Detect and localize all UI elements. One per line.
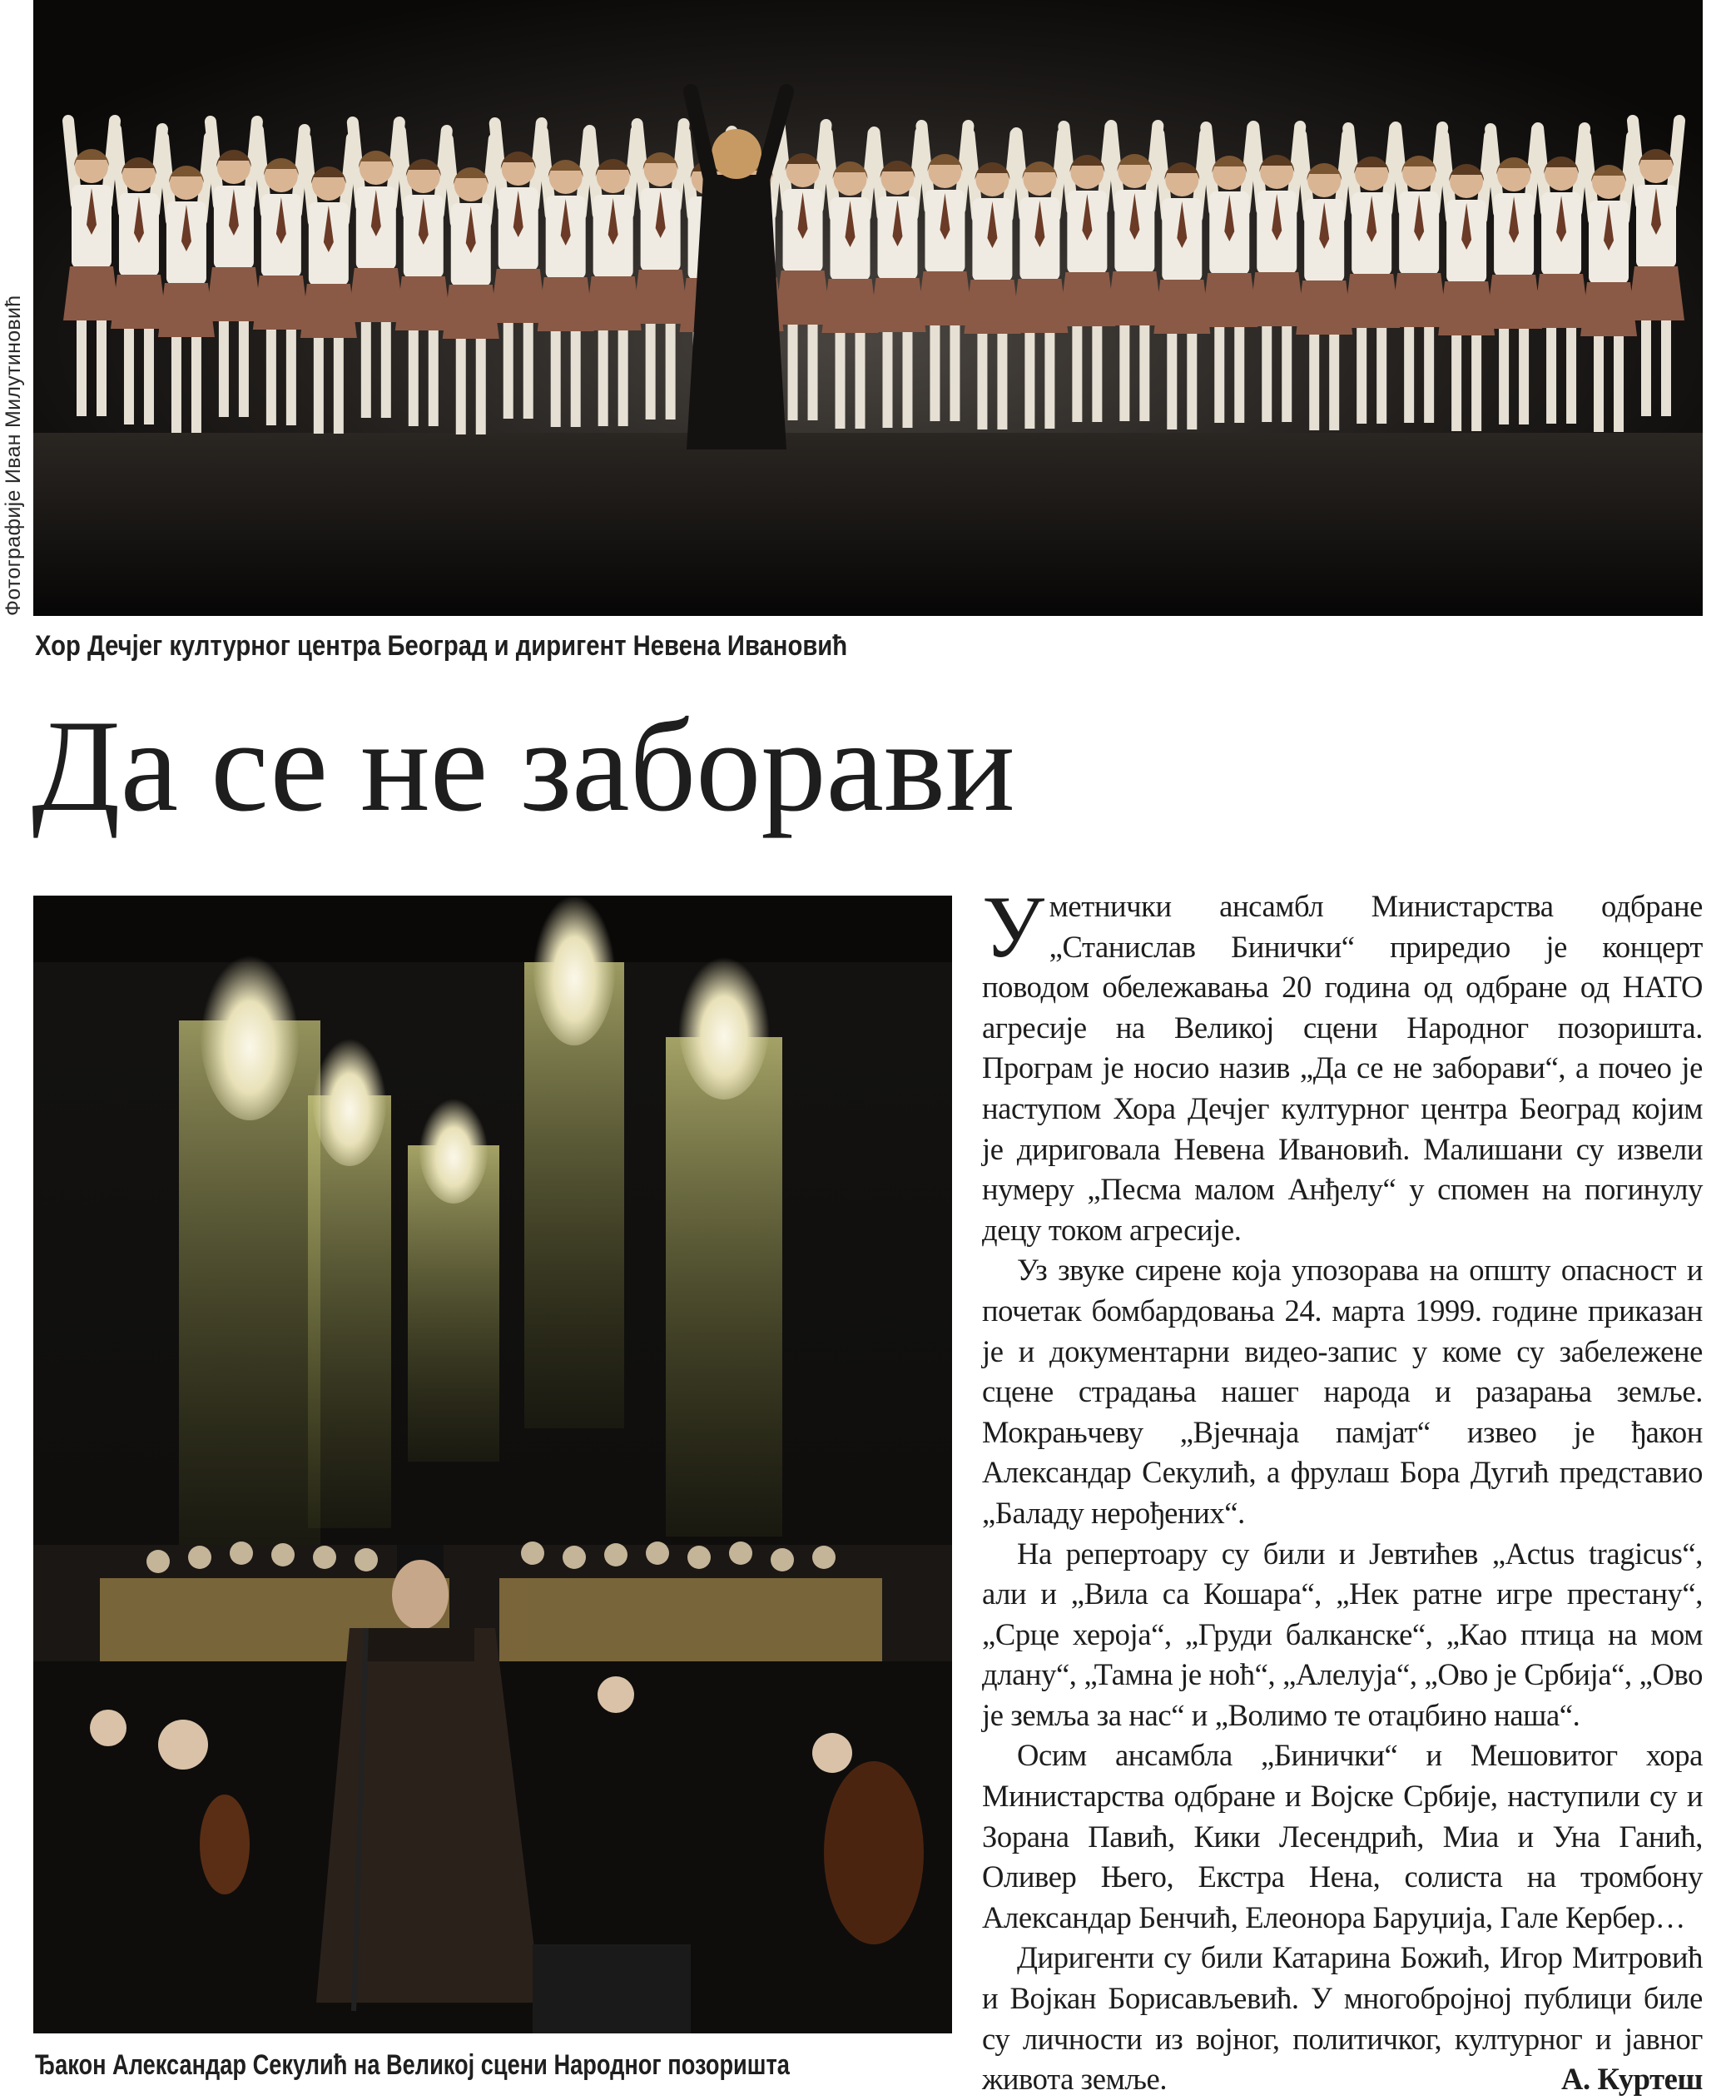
photo-credit — [2, 295, 32, 646]
author-signature: А. Куртеш — [1561, 2062, 1703, 2097]
article-paragraph-1 — [982, 878, 1703, 1250]
headline: Да се не заборави — [32, 693, 1015, 839]
article-paragraph-5 — [982, 1938, 1703, 2099]
article-paragraph-2: Уз звуке сирене која упозорава на општу опасност и почетак бомбардовања 24. марта 1999. године приказан је и документарни видео-запис у коме су забележене сцене страдања нашег народа и разарања земље. Мокрањчеву „Вјечнаја памјат“ извео је ђакон Александар Секулић, а фрулаш Бора Дугић представио „Баладу нерођених“. — [982, 1253, 1703, 1530]
choir-photo-caption: Хор Дечјег културног центра Београд и диригент Невена Ивановић — [35, 630, 848, 662]
article-paragraph-1-text: метнички ансамбл Министарства одбране „Станислав Бинички“ приредио је концерт поводом обележавања 20 година од одбране од НАТО агресије на Великој сцени Народног позоришта. Програм је носио назив „Да се не заборави“, а почео је наступом Хора Дечјег културног центра Београд којим је дириговала Невена Ивановић. Малишани су извели нумеру „Песма малом Анђелу“ у спомен на погинулу децу током агресије. — [982, 889, 1703, 1247]
deacon-photo-illustration — [33, 896, 952, 2033]
drop-cap: У — [982, 878, 1044, 976]
article-paragraph-5-text: Диригенти су били Катарина Божић, Игор Митровић и Војкан Борисављевић. У многобројној публици биле су личности из војног, политичког, културног и јавног живота земље. — [982, 1940, 1703, 2097]
choir-photo — [33, 0, 1703, 616]
photo-credit-text: Фотографије Иван Милутиновић — [2, 295, 25, 616]
deacon-photo — [33, 896, 952, 2033]
article-paragraph-4: Осим ансамбла „Бинички“ и Мешовитог хора Министарства одбране и Војске Србије, наступили су и Зорана Павић, Кики Лесендрић, Миа и Уна Ганић, Оливер Њего, Екстра Нена, солиста на тромбону Александар Бенчић, Елеонора Баруџија, Гале Кербер… — [982, 1738, 1703, 1934]
conductor-figure — [687, 92, 786, 449]
deacon-photo-caption: Ђакон Александар Секулић на Великој сцени Народног позоришта — [35, 2049, 790, 2081]
article-paragraph-3: На репертоару су били и Јевтићев „Actus tragicus“, али и „Вила са Кошара“, „Нек ратне игре престану“, „Срце хероја“, „Груди балканске“, „Као птица на мом длану“, „Тамна је ноћ“, „Алелуја“, „Ово је Србија“, „Ово је земља за нас“ и „Волимо те отаџбино наша“. — [982, 1536, 1703, 1732]
choir-photo-illustration — [33, 0, 1703, 616]
article-body — [982, 878, 1703, 2100]
